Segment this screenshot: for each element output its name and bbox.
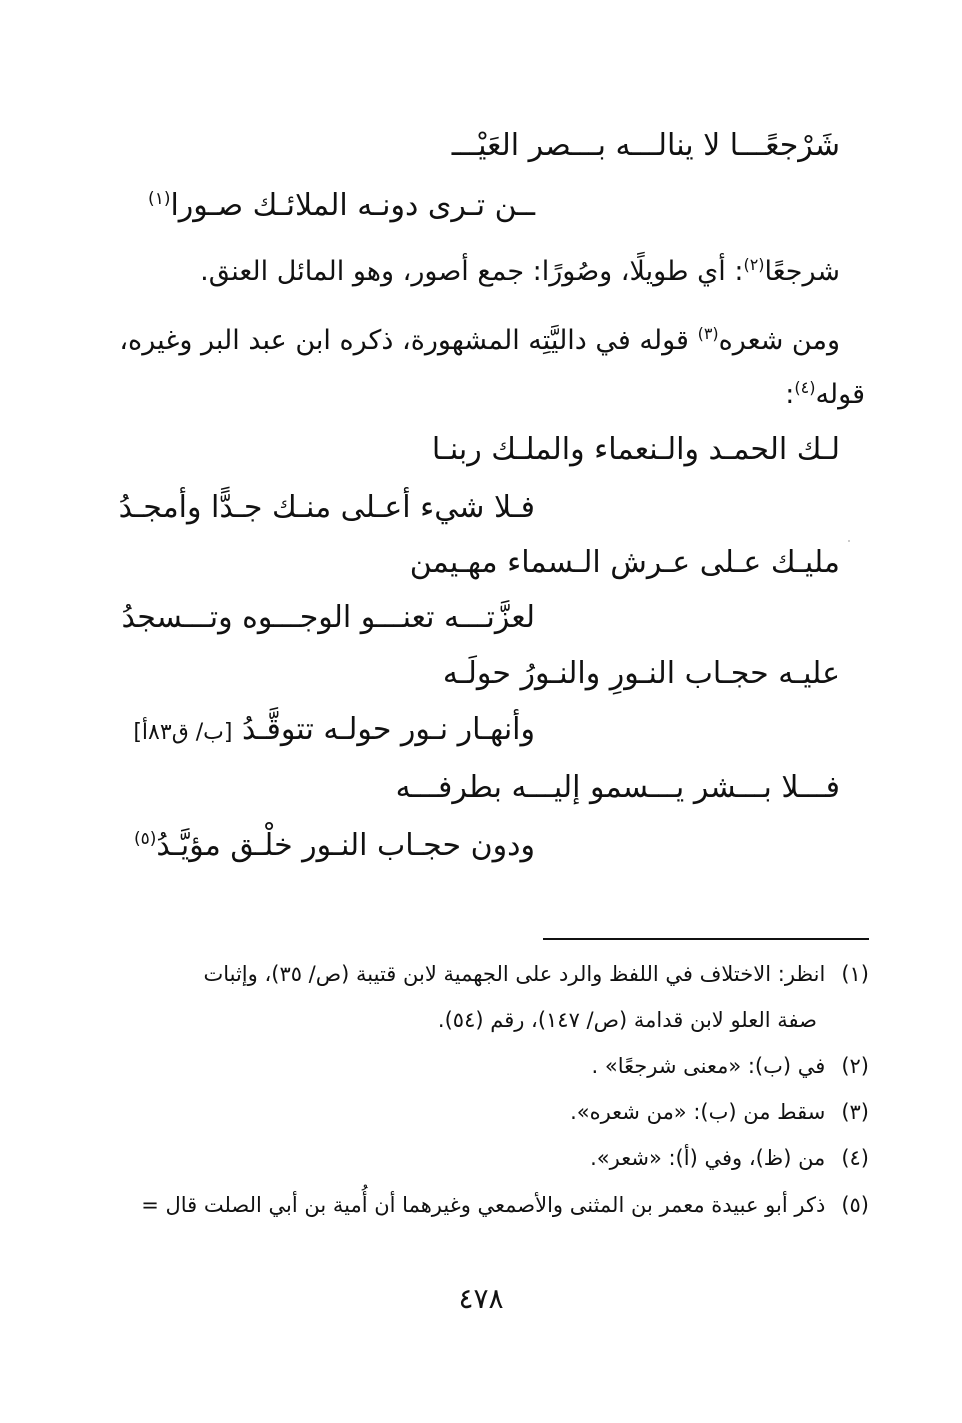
footnote-3-number: (٣) (841, 1100, 869, 1124)
poem1-line1 (452, 128, 840, 163)
footnote-1-text: انظر: الاختلاف في اللفظ والرد على الجهمية لابن قتيبة (ص/ ٣٥)، وإثبات (203, 962, 826, 986)
footnote-ref-2[interactable]: (٢) (743, 255, 765, 274)
footnote-1-number: (١) (841, 962, 869, 986)
poem2-verse4-second (134, 828, 535, 863)
footnote-5 (141, 1193, 869, 1217)
poem1-line2-text: ــن تـرى دونـه الملائـك صـورا (170, 188, 535, 223)
poem2-verse3-first (443, 656, 840, 691)
prose-p2-rest: قوله في داليَّتِه المشهورة، ذكره ابن عبد البر وغيره، (119, 325, 698, 356)
footnote-5-text: ذكر أبو عبيدة معمر بن المثنى والأصمعي وغيرهما أن أُمية بن أبي الصلت قال = (141, 1193, 826, 1217)
prose-paragraph-3 (785, 378, 865, 410)
footnote-2-text: في (ب): «معنى شرجعًا» . (591, 1054, 826, 1078)
poem2-v2a: مليـك عـلى عـرش الـسماء مهـيمن (409, 545, 840, 580)
manuscript-marker: [ب/ ق٨٣أ] (133, 720, 233, 745)
prose-word-shrj: شرجعًا (764, 256, 840, 287)
prose-paragraph-2 (119, 324, 840, 356)
poem2-v4a: فـــلا بـــشر يـــسمو إليـــه بطرفـــه (395, 770, 840, 805)
page-number: ٤٧٨ (458, 1282, 504, 1315)
footnote-4 (590, 1146, 869, 1170)
poem2-verse1-first (432, 432, 840, 467)
footnote-1-text-cont: صفة العلو لابن قدامة (ص/ ١٤٧)، رقم (٥٤). (437, 1008, 817, 1032)
footnote-ref-4[interactable]: (٤) (794, 378, 816, 397)
prose-p3-word: قوله (815, 379, 865, 410)
footnote-1-continued (438, 1008, 817, 1032)
poem2-verse4-first (396, 770, 840, 805)
prose-p3-rest: : (785, 379, 795, 410)
poem2-verse2-second (122, 600, 536, 635)
poem2-v4b: ودون حجـاب النـور خلْـق مؤيَّـدُ (156, 828, 535, 863)
footnote-2-number: (٢) (841, 1054, 869, 1078)
prose-p2-start: ومن شعره (718, 325, 840, 356)
footnote-3 (570, 1100, 869, 1124)
footnote-3-text: سقط من (ب): «من شعره». (570, 1100, 826, 1124)
footnote-ref-1[interactable]: (١) (148, 189, 171, 209)
scan-speck (848, 540, 850, 542)
poem2-v3b: وأنهـار نـور حولـه تتوقَّـدُ (242, 712, 535, 747)
poem2-v1a: لـك الحمـد والـنعماء والملـك ربنـا (431, 432, 840, 467)
poem2-verse1-second (119, 490, 535, 525)
footnote-1 (203, 962, 869, 986)
poem2-v3a: عليـه حجـاب النـورِ والنـورُ حولَـه (442, 656, 840, 691)
poem2-v1b: فـلا شيء أعـلى منـك جـدًّا وأمجـدُ (118, 490, 535, 525)
footnote-ref-3[interactable]: (٣) (697, 324, 719, 343)
prose-paragraph-1 (200, 255, 840, 287)
footnote-divider (543, 938, 869, 940)
poem2-v2b: لعزَّتـــه تعنـــو الوجـــوه وتـــسجدُ (121, 600, 535, 635)
poem2-verse3-second (133, 712, 535, 747)
footnote-4-text: من (ظ)، وفي (أ): «شعر». (590, 1146, 826, 1170)
prose-p1-rest: : أي طويلًا، وصُورًا: جمع أصور، وهو المائل العنق. (200, 256, 744, 287)
footnote-2 (592, 1054, 869, 1078)
poem1-line1-text: شَرْجعًـــا لا ينالـــه بـــصر العَيْـــ (451, 128, 840, 163)
poem1-line2 (148, 188, 535, 223)
footnote-4-number: (٤) (841, 1146, 869, 1170)
footnote-5-number: (٥) (841, 1193, 869, 1217)
poem2-verse2-first (410, 545, 840, 580)
footnote-ref-5[interactable]: (٥) (133, 829, 157, 849)
